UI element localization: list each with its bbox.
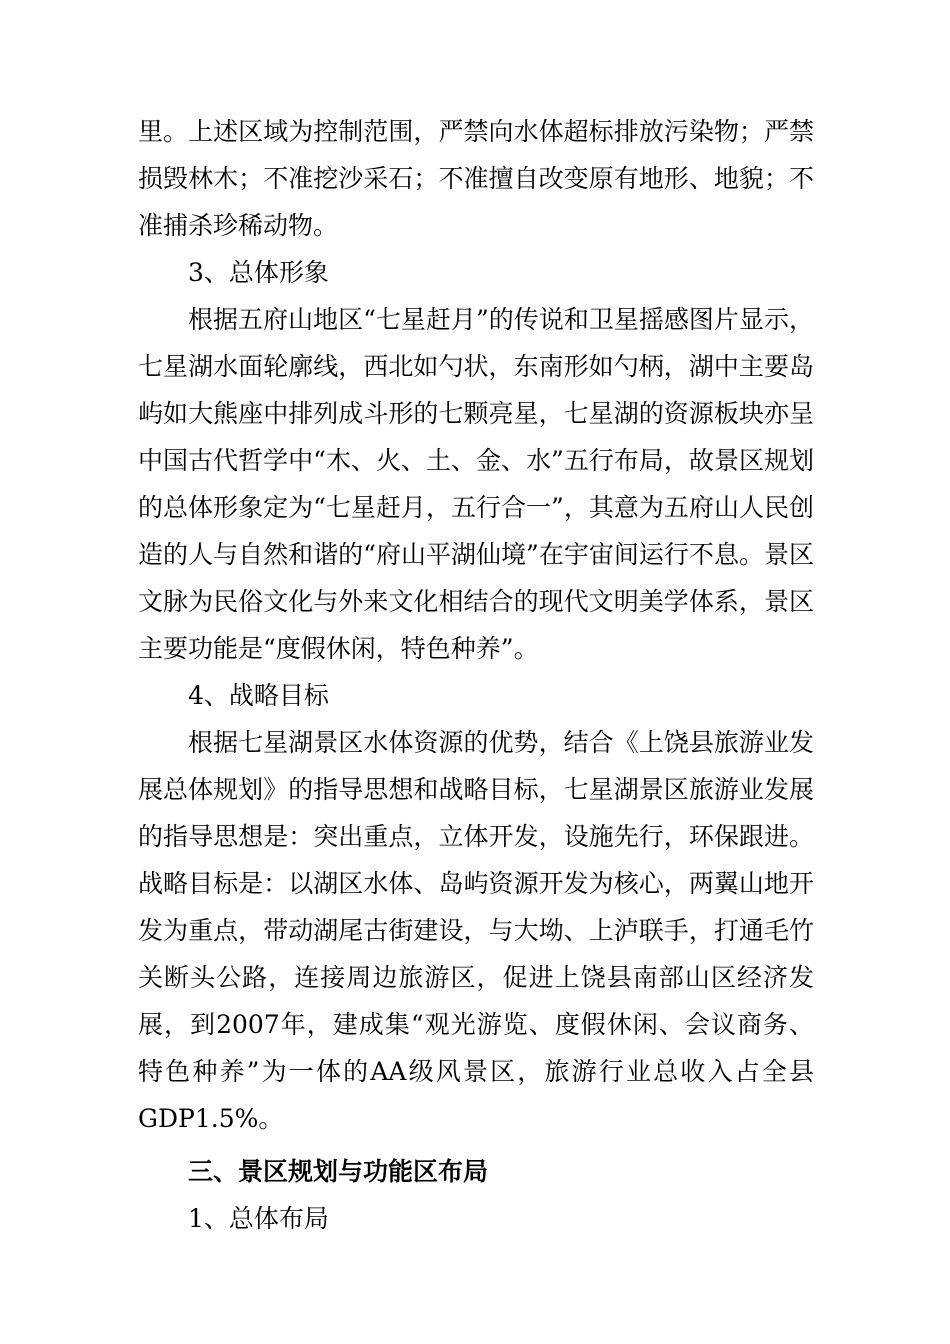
heading-strategic-goal: 4、战略目标	[188, 681, 329, 710]
paragraph-overall-image: 根据五府山地区“七星赶月”的传说和卫星摇感图片显示，七星湖水面轮廓线，西北如勺状，东南形如勺柄，湖中主要岛屿如大熊座中排列成斗形的七颗亮星，七星湖的资源板块亦呈中国古代哲学中“木、火、土、金、水”五行布局，故景区规划的总体形象定为“七星赶月，五行合一”，其意为五府山人民创造的人与自然和谐的“府山平湖仙境”在宇宙间运行不息。景区文脉为民俗文化与外来文化相结合的现代文明美学体系，景区主要功能是“度假休闲，特色种养”。	[138, 305, 814, 663]
paragraph-strategic-goal: 根据七星湖景区水体资源的优势，结合《上饶县旅游业发展总体规划》的指导思想和战略目标，七星湖景区旅游业发展的指导思想是：突出重点，立体开发，设施先行，环保跟进。战略目标是：以湖区水体、岛屿资源开发为核心，两翼山地开发为重点，带动湖尾古街建设，与大坳、上泸联手，打通毛竹关断头公路，连接周边旅游区，促进上饶县南部山区经济发展，到2007年，建成集“观光游览、度假休闲、会议商务、特色种养”为一体的AA级风景区，旅游行业总收入占全县GDP1.5%。	[138, 728, 814, 1133]
paragraph-continued: 里。上述区域为控制范围，严禁向水体超标排放污染物；严禁损毁林木；不准挖沙采石；不准擅自改变原有地形、地貌；不准捕杀珍稀动物。	[138, 117, 814, 240]
heading-overall-layout: 1、总体布局	[188, 1204, 329, 1233]
heading-overall-image: 3、总体形象	[188, 258, 329, 287]
section-heading-3: 三、景区规划与功能区布局	[188, 1157, 489, 1186]
document-body	[138, 108, 814, 1242]
